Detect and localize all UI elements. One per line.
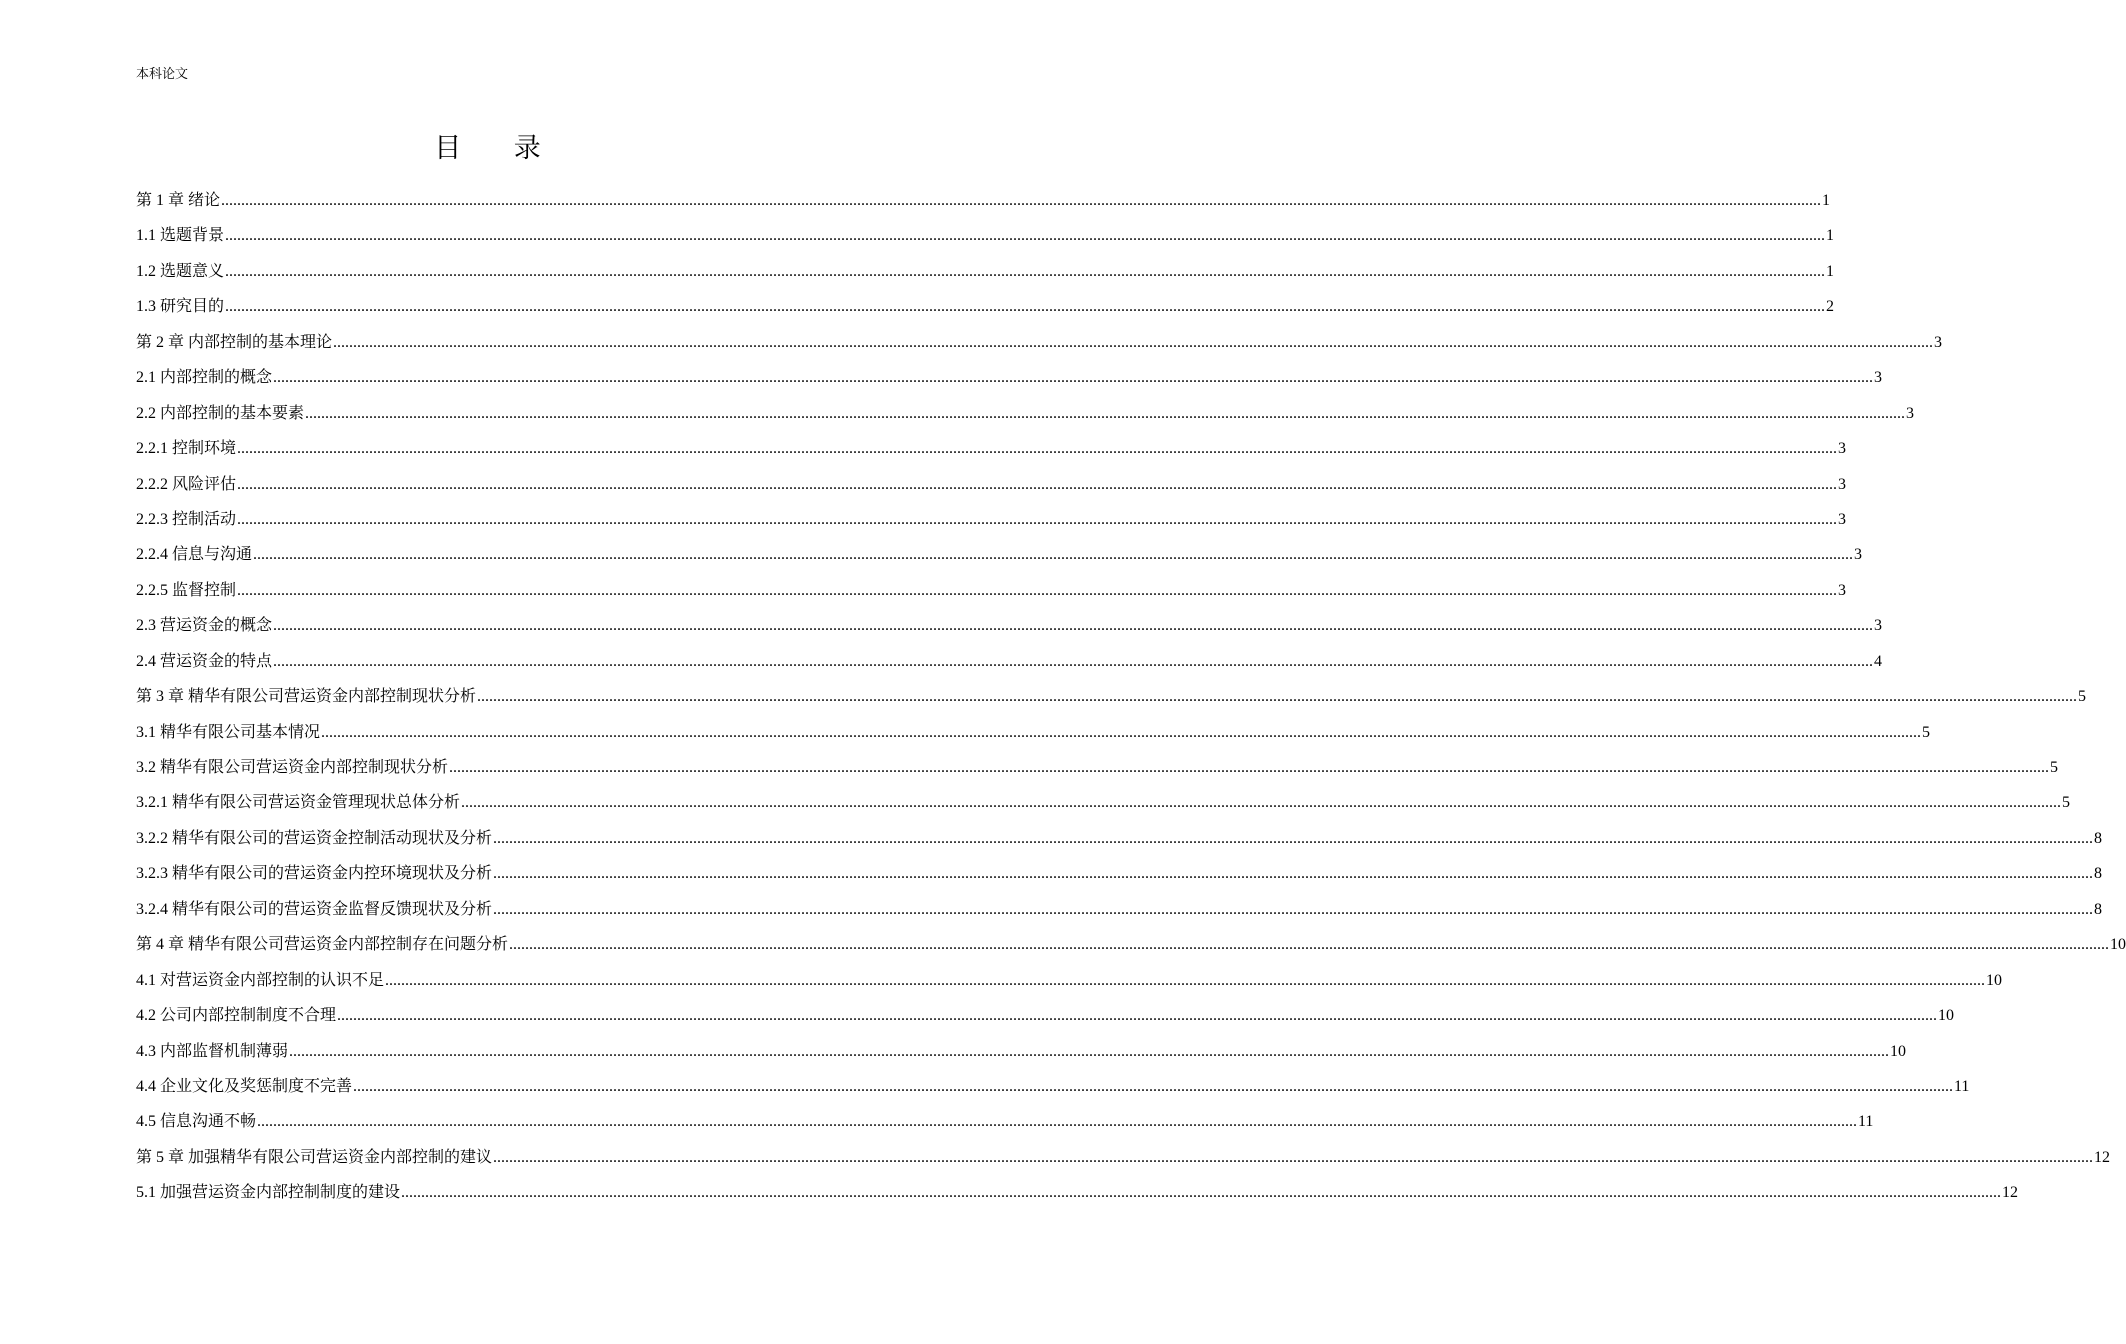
toc-entry-label: 2.2.1 控制环境	[136, 440, 237, 458]
toc-entry-page-number: 12	[2002, 1184, 2019, 1202]
toc-entry-page-number: 12	[2094, 1148, 2111, 1166]
toc-entry[interactable]	[136, 892, 2103, 927]
toc-dot-leader: ................................................................................................................................................................................................................................................................................................................................................................................................................	[237, 581, 1838, 599]
toc-dot-leader: ................................................................................................................................................................................................................................................................................................................................................................................................................	[273, 617, 1874, 635]
toc-dot-leader: ................................................................................................................................................................................................................................................................................................................................................................................................................	[257, 1113, 1858, 1131]
toc-entry[interactable]	[136, 1104, 1874, 1139]
toc-dot-leader: ................................................................................................................................................................................................................................................................................................................................................................................................................	[225, 298, 1826, 316]
toc-entry-label: 3.2.2 精华有限公司的营运资金控制活动现状及分析	[136, 829, 493, 847]
toc-entry-page-number: 1	[1826, 262, 1835, 280]
toc-entry-page-number: 5	[1922, 723, 1931, 741]
toc-entry[interactable]	[136, 1069, 1970, 1104]
toc-entry-page-number: 8	[2094, 900, 2103, 918]
table-of-contents	[136, 183, 2126, 1211]
toc-title: 目 录	[434, 133, 563, 164]
toc-dot-leader: ................................................................................................................................................................................................................................................................................................................................................................................................................	[493, 829, 2094, 847]
toc-entry[interactable]	[136, 537, 1863, 572]
toc-entry[interactable]	[136, 715, 1931, 750]
toc-entry-page-number: 1	[1822, 192, 1831, 209]
toc-entry[interactable]	[136, 856, 2103, 891]
toc-entry[interactable]	[136, 679, 2087, 714]
toc-entry-page-number: 5	[2062, 794, 2071, 812]
toc-entry-page-number: 8	[2094, 829, 2103, 847]
toc-entry-page-number: 11	[1954, 1077, 1970, 1095]
toc-entry-page-number: 10	[1938, 1007, 1955, 1025]
toc-entry[interactable]	[136, 644, 1883, 679]
toc-entry[interactable]	[136, 396, 1915, 431]
toc-dot-leader: ................................................................................................................................................................................................................................................................................................................................................................................................................	[493, 900, 2094, 918]
toc-dot-leader: ................................................................................................................................................................................................................................................................................................................................................................................................................	[337, 1007, 1938, 1025]
toc-entry-label: 4.5 信息沟通不畅	[136, 1113, 257, 1131]
toc-dot-leader: ................................................................................................................................................................................................................................................................................................................................................................................................................	[493, 865, 2094, 883]
toc-dot-leader: ................................................................................................................................................................................................................................................................................................................................................................................................................	[305, 404, 1906, 422]
page-header: 本科论文	[136, 67, 189, 82]
toc-entry-page-number: 3	[1838, 440, 1847, 458]
toc-entry-label: 2.2 内部控制的基本要素	[136, 404, 305, 422]
toc-entry-page-number: 3	[1854, 546, 1863, 564]
toc-dot-leader: ................................................................................................................................................................................................................................................................................................................................................................................................................	[225, 262, 1826, 280]
toc-entry[interactable]	[136, 289, 1835, 324]
toc-entry-label: 1.3 研究目的	[136, 298, 225, 316]
toc-entry-page-number: 10	[1986, 971, 2003, 989]
toc-entry-label: 2.3 营运资金的概念	[136, 617, 273, 635]
toc-entry-label: 3.2.3 精华有限公司的营运资金内控环境现状及分析	[136, 865, 493, 883]
toc-entry-page-number: 4	[1874, 652, 1883, 670]
toc-dot-leader: ................................................................................................................................................................................................................................................................................................................................................................................................................	[333, 333, 1934, 351]
toc-entry-page-number: 11	[1858, 1113, 1874, 1131]
toc-entry-label: 2.2.3 控制活动	[136, 510, 237, 528]
toc-entry-page-number: 3	[1874, 369, 1883, 387]
toc-dot-leader: ................................................................................................................................................................................................................................................................................................................................................................................................................	[225, 227, 1826, 245]
toc-entry[interactable]	[136, 963, 2003, 998]
toc-entry-label: 2.4 营运资金的特点	[136, 652, 273, 670]
toc-entry[interactable]	[136, 502, 1847, 537]
toc-entry[interactable]	[136, 360, 1883, 395]
toc-entry-label: 第 1 章 绪论	[136, 192, 221, 209]
toc-entry-page-number: 3	[1874, 617, 1883, 635]
toc-entry-label: 第 4 章 精华有限公司营运资金内部控制存在问题分析	[136, 936, 509, 954]
toc-entry[interactable]	[136, 1175, 2019, 1210]
toc-entry-page-number: 3	[1934, 333, 1943, 351]
toc-dot-leader: ................................................................................................................................................................................................................................................................................................................................................................................................................	[509, 936, 2110, 954]
toc-entry-label: 4.3 内部监督机制薄弱	[136, 1042, 289, 1060]
toc-dot-leader: ................................................................................................................................................................................................................................................................................................................................................................................................................	[253, 546, 1854, 564]
toc-dot-leader: ................................................................................................................................................................................................................................................................................................................................................................................................................	[477, 688, 2078, 706]
toc-entry-label: 4.4 企业文化及奖惩制度不完善	[136, 1077, 353, 1095]
toc-entry-label: 3.1 精华有限公司基本情况	[136, 723, 321, 741]
toc-entry-label: 3.2.4 精华有限公司的营运资金监督反馈现状及分析	[136, 900, 493, 918]
toc-entry-page-number: 10	[1890, 1042, 1907, 1060]
toc-entry[interactable]	[136, 467, 1847, 502]
toc-entry-label: 2.2.4 信息与沟通	[136, 546, 253, 564]
toc-entry-page-number: 1	[1826, 227, 1835, 245]
toc-entry-page-number: 3	[1838, 510, 1847, 528]
toc-entry-label: 5.1 加强营运资金内部控制制度的建设	[136, 1184, 401, 1202]
toc-dot-leader: ................................................................................................................................................................................................................................................................................................................................................................................................................	[461, 794, 2062, 812]
toc-entry[interactable]	[136, 750, 2059, 785]
toc-entry-label: 3.2.1 精华有限公司营运资金管理现状总体分析	[136, 794, 461, 812]
toc-entry[interactable]	[136, 183, 1831, 218]
toc-entry[interactable]	[136, 785, 2071, 820]
toc-entry[interactable]	[136, 218, 1835, 253]
toc-dot-leader: ................................................................................................................................................................................................................................................................................................................................................................................................................	[353, 1077, 1954, 1095]
toc-entry-page-number: 2	[1826, 298, 1835, 316]
toc-dot-leader: ................................................................................................................................................................................................................................................................................................................................................................................................................	[289, 1042, 1890, 1060]
toc-entry[interactable]	[136, 254, 1835, 289]
toc-dot-leader: ................................................................................................................................................................................................................................................................................................................................................................................................................	[273, 369, 1874, 387]
toc-entry-label: 2.2.2 风险评估	[136, 475, 237, 493]
toc-entry[interactable]	[136, 821, 2103, 856]
toc-dot-leader: ................................................................................................................................................................................................................................................................................................................................................................................................................	[449, 759, 2050, 776]
toc-entry-label: 第 3 章 精华有限公司营运资金内部控制现状分析	[136, 688, 477, 706]
toc-entry[interactable]	[136, 431, 1847, 466]
toc-entry-label: 4.2 公司内部控制制度不合理	[136, 1007, 337, 1025]
toc-entry-page-number: 3	[1906, 404, 1915, 422]
toc-dot-leader: ................................................................................................................................................................................................................................................................................................................................................................................................................	[385, 971, 1986, 989]
toc-dot-leader: ................................................................................................................................................................................................................................................................................................................................................................................................................	[493, 1148, 2094, 1166]
toc-dot-leader: ................................................................................................................................................................................................................................................................................................................................................................................................................	[221, 192, 1822, 209]
toc-entry-page-number: 8	[2094, 865, 2103, 883]
toc-dot-leader: ................................................................................................................................................................................................................................................................................................................................................................................................................	[237, 440, 1838, 458]
toc-dot-leader: ................................................................................................................................................................................................................................................................................................................................................................................................................	[321, 723, 1922, 741]
toc-entry-label: 第 2 章 内部控制的基本理论	[136, 333, 333, 351]
toc-dot-leader: ................................................................................................................................................................................................................................................................................................................................................................................................................	[237, 475, 1838, 493]
toc-entry[interactable]	[136, 927, 2126, 962]
toc-entry[interactable]	[136, 325, 1943, 360]
toc-entry-page-number: 3	[1838, 475, 1847, 493]
toc-entry-page-number: 5	[2050, 759, 2059, 776]
toc-entry-page-number: 3	[1838, 581, 1847, 599]
toc-entry-page-number: 10	[2110, 936, 2126, 954]
toc-entry-label: 3.2 精华有限公司营运资金内部控制现状分析	[136, 759, 449, 776]
toc-entry-label: 2.2.5 监督控制	[136, 581, 237, 599]
toc-entry[interactable]	[136, 998, 1955, 1033]
toc-entry-label: 2.1 内部控制的概念	[136, 369, 273, 387]
toc-entry[interactable]	[136, 1140, 2111, 1175]
toc-dot-leader: ................................................................................................................................................................................................................................................................................................................................................................................................................	[237, 510, 1838, 528]
toc-entry[interactable]	[136, 608, 1883, 643]
toc-dot-leader: ................................................................................................................................................................................................................................................................................................................................................................................................................	[401, 1184, 2002, 1202]
toc-entry-label: 1.1 选题背景	[136, 227, 225, 245]
toc-entry-label: 1.2 选题意义	[136, 262, 225, 280]
toc-entry-label: 第 5 章 加强精华有限公司营运资金内部控制的建议	[136, 1148, 493, 1166]
toc-entry-page-number: 5	[2078, 688, 2087, 706]
toc-entry[interactable]	[136, 573, 1847, 608]
toc-dot-leader: ................................................................................................................................................................................................................................................................................................................................................................................................................	[273, 652, 1874, 670]
toc-entry-label: 4.1 对营运资金内部控制的认识不足	[136, 971, 385, 989]
toc-entry[interactable]	[136, 1034, 1907, 1069]
